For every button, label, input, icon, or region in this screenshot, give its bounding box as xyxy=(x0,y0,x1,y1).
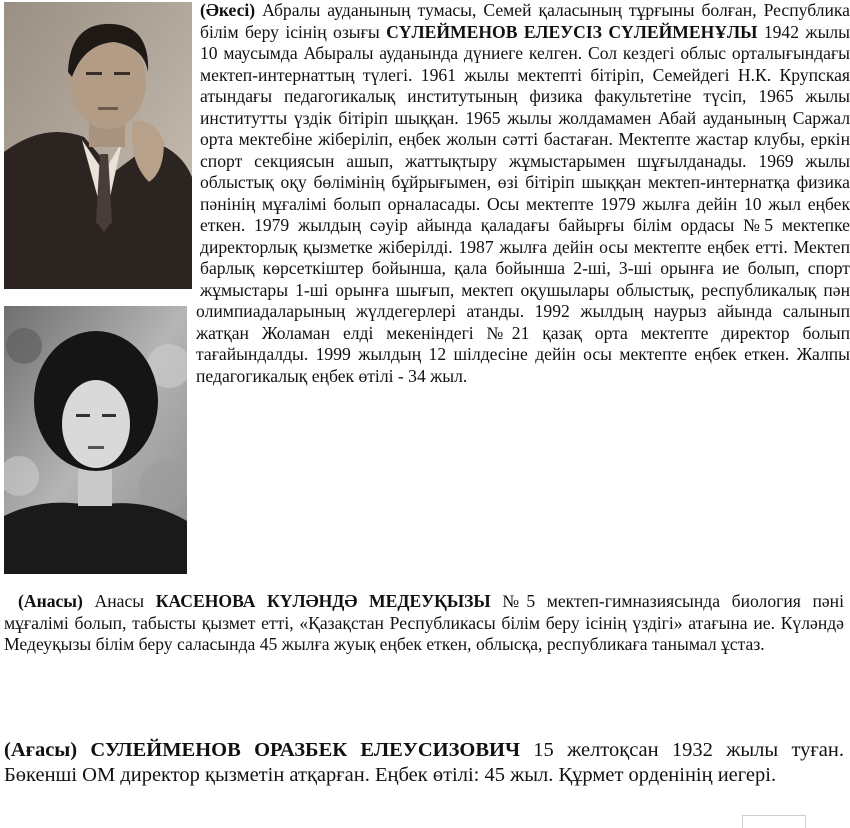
brother-label: (Ағасы) xyxy=(4,739,78,761)
mother-paragraph xyxy=(4,591,844,656)
brother-body: 15 желтоқсан 1932 жылы туған. Бөкенші ОМ директор қызметін атқарған. Еңбек өтілі: 45 жыл. Құрмет орденінің иегері. xyxy=(4,739,844,786)
mother-body: №5 мектеп-гимназиясында биология пәні мұғалімі болып, табысты қызмет етті, «Қазақстан Республикасы білім беру ісінің үздігі» атағына ие. Күләндә Медеуқызы білім беру саласында 45 жылға жуық еңбек еткен, облысқа, республикаға танымал ұстаз. xyxy=(4,591,844,654)
brother-paragraph xyxy=(4,738,844,788)
father-body: 1942 жылы 10 маусымда Абыралы ауданында дүниеге келген. Сол кездегі облыс орталығындағы мектеп-интернаттың түлегі. 1961 жылы мектепті бітіріп, Семейдегі Н.К. Крупская атындағы педагогикалық институтының физика факультетіне түсіп, 1965 жылы институтты үздік бітіріп шыққан. 1965 жылы жолдамамен Абай ауданының Саржал орта мектебіне жіберіліп, еңбек жолын сәтті бастаған. Мектепте жастар клубы, еркін спорт секциясын ашып, жаттықтыру жұмыстарымен шұғылданады. 1969 жылы облыстық оқу бөлімінің бұйрығымен, өзі бітіріп шыққан мектеп-интернатқа физика пәнінің мұғалімі болып орналасады. Осы мектепте 1979 жылға дейін 10 жыл еңбек еткен. 1979 жылдың сәуір айында қаладағы байырғы білім ордасы №5 мектепке директорлық қызметке жіберілді. 1987 жылға дейін осы мектепте еңбек етті. Мектеп барлық көрсеткіштер бойынша, қала бойынша 2-ші, 3-ші орынға ие болып, спорт жұмыстары 1-ші орынға шығып, мектеп оқушылары облыстық, республикалық пән олимпиадаларының жүлдегерлері атанды. 1992 жылдың наурыз айында салынып жатқан Жоламан елді мекеніндегі №21 қазақ орта мектепте директор болып тағайындалды. 1999 жылдың 12 шілдесіне дейін осы мектепте еңбек еткен. Жалпы педагогикалық еңбек өтілі - 34 жыл. xyxy=(196,21,850,386)
mother-name: КАСЕНОВА КҮЛӘНДӘ МЕДЕУҚЫЗЫ xyxy=(155,591,491,611)
mother-label: (Анасы) xyxy=(18,591,83,611)
brother-name: СУЛЕЙМЕНОВ ОРАЗБЕК ЕЛЕУСИЗОВИЧ xyxy=(90,739,520,761)
father-name: СҮЛЕЙМЕНОВ ЕЛЕУСІЗ СҮЛЕЙМЕНҰЛЫ xyxy=(386,21,758,42)
father-intro: Абралы ауданының тумасы, Семей қаласының тұрғыны болған, Республика білім беру ісінің озығы xyxy=(200,0,850,42)
father-label: (Әкесі) xyxy=(200,0,256,20)
page-corner-box xyxy=(742,815,806,828)
mother-intro: Анасы xyxy=(82,591,156,611)
